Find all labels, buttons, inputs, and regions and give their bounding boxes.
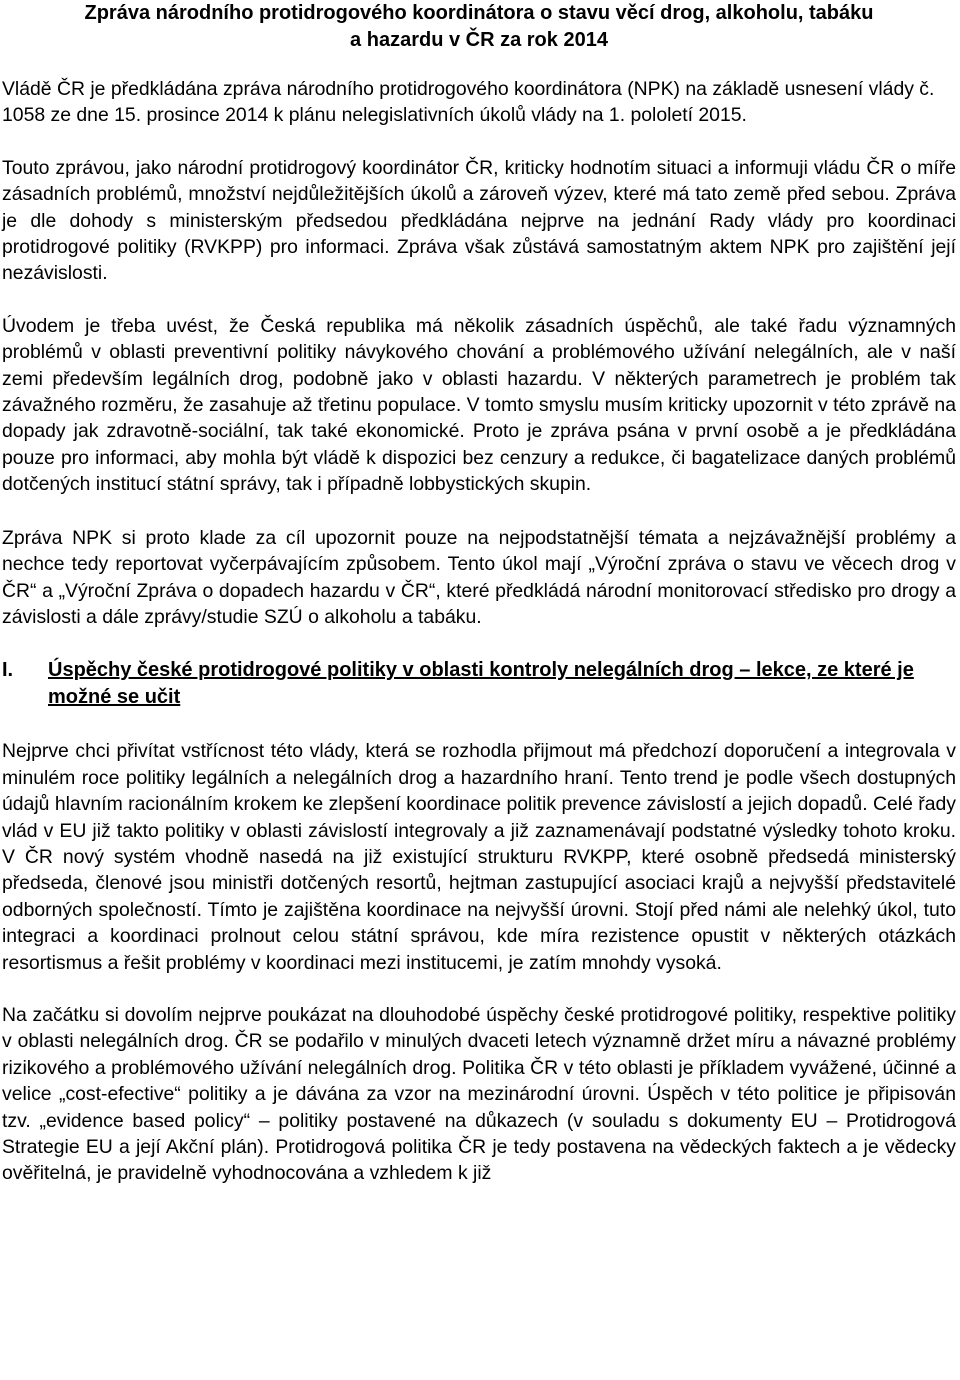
paragraph-aim: Zpráva NPK si proto klade za cíl upozornit pouze na nejpodstatnější témata a nejzávažnější problémy a nechce tedy reportovat vyčerpávajícím způsobem. Tento úkol mají „Výroční zpráva o stavu ve věcech drog v ČR“ a „Výroční Zpráva o dopadech hazardu v ČR“, které předkládá národní monitorovací středisko pro drogy a závislosti a dále zprávy/studie SZÚ o alkoholu a tabáku. bbox=[2, 526, 956, 628]
document-title-line1: Zpráva národního protidrogového koordinátora o stavu věcí drog, alkoholu, tabáku bbox=[84, 2, 874, 24]
document-title bbox=[2, 0, 956, 54]
document-title-line2: a hazardu v ČR za rok 2014 bbox=[350, 29, 608, 51]
section-number: I. bbox=[2, 659, 14, 682]
paragraph-successes: Na začátku si dovolím nejprve poukázat na dlouhodobé úspěchy české protidrogové politiky, respektive politiky v oblasti nelegálních drog. ČR se podařilo v minulých dvaceti letech významně držet míru a návazné problémy rizikového a problémového užívání nelegálních drog. Politika ČR v této oblasti je příkladem vyvážené, účinné a velice „cost-efective“ politiky a je dávána za vzor na mezinárodní úrovni. Úspěch v této politice je připisován tzv. „evidence based policy“ – politiky postavené na důkazech (v souladu s dokumenty EU – Protidrogová Strategie EU a její Akční plán). Protidrogová politika ČR je tedy postavena na vědeckých faktech a je vědecky ověřitelná, je pravidelně vyhodnocována a vzhledem k již bbox=[2, 1003, 956, 1185]
intro-paragraph: Vládě ČR je předkládána zpráva národního protidrogového koordinátora (NPK) na základě usnesení vlády č. 1058 ze dne 15. prosince 2014 k plánu nelegislativních úkolů vlády na 1. pololetí 2015. bbox=[2, 78, 935, 127]
paragraph-introduction: Úvodem je třeba uvést, že Česká republika má několik zásadních úspěchů, ale také řadu významných problémů v oblasti preventivní politiky návykového chování a problémového užívání nelegálních, ale v naší zemi především legálních drog, podobně jako v oblasti hazardu. V některých parametrech je problém tak závažného rozměru, že zasahuje až třetinu populace. V tomto smyslu musím kriticky upozornit v této zprávě na dopady jak zdravotně-sociální, tak také ekonomické. Proto je zpráva psána v první osobě a je předkládána pouze pro informaci, aby mohla být vládě k dispozici bez cenzury a redukce, či bagatelizace daných problémů dotčených institucí státní správy, tak i případně lobbystických skupin. bbox=[2, 314, 956, 496]
paragraph-integration: Nejprve chci přivítat vstřícnost této vlády, která se rozhodla přijmout má předchozí doporučení a integrovala v minulém roce politiky legálních a nelegálních drog a hazardního hraní. Tento trend je podle všech dostupných údajů hlavním racionálním krokem ke zlepšení koordinace politik prevence závislostí a jejich dopadů. Celé řady vlád v EU již takto politiky v oblasti závislostí integrovaly a již zaznamenávají podstatné výsledky tohoto kroku. V ČR nový systém vhodně nasedá na již existující strukturu RVKPP, které osobně předsedá ministerský předseda, členové jsou ministři dotčených resortů, hejtman zastupující asociaci krajů a nejvyšší představitelé odborných společností. Tímto je zajištěna koordinace na nejvyšší úrovni. Stojí před námi ale nelehký úkol, tuto integraci a koordinaci prolnout celou státní správou, kde míra rezistence opustit v některých otázkách resortismus a řešit problémy v koordinaci mezi institucemi, je zatím mnohdy vysoká. bbox=[2, 740, 956, 974]
section-heading bbox=[2, 657, 956, 711]
paragraph-purpose: Touto zprávou, jako národní protidrogový koordinátor ČR, kriticky hodnotím situaci a informuji vládu ČR o míře zásadních problémů, množství nejdůležitějších úkolů a zároveň výzev, které má tato země před sebou. Zpráva je dle dohody s ministerským předsedou předkládána nejprve na jednání Rady vlády pro koordinaci protidrogové politiky (RVKPP) pro informaci. Zpráva však zůstává samostatným aktem NPK pro zajištění její nezávislosti. bbox=[2, 156, 956, 285]
section-title: Úspěchy české protidrogové politiky v oblasti kontroly nelegálních drog – lekce, ze které je možné se učit bbox=[48, 659, 914, 709]
